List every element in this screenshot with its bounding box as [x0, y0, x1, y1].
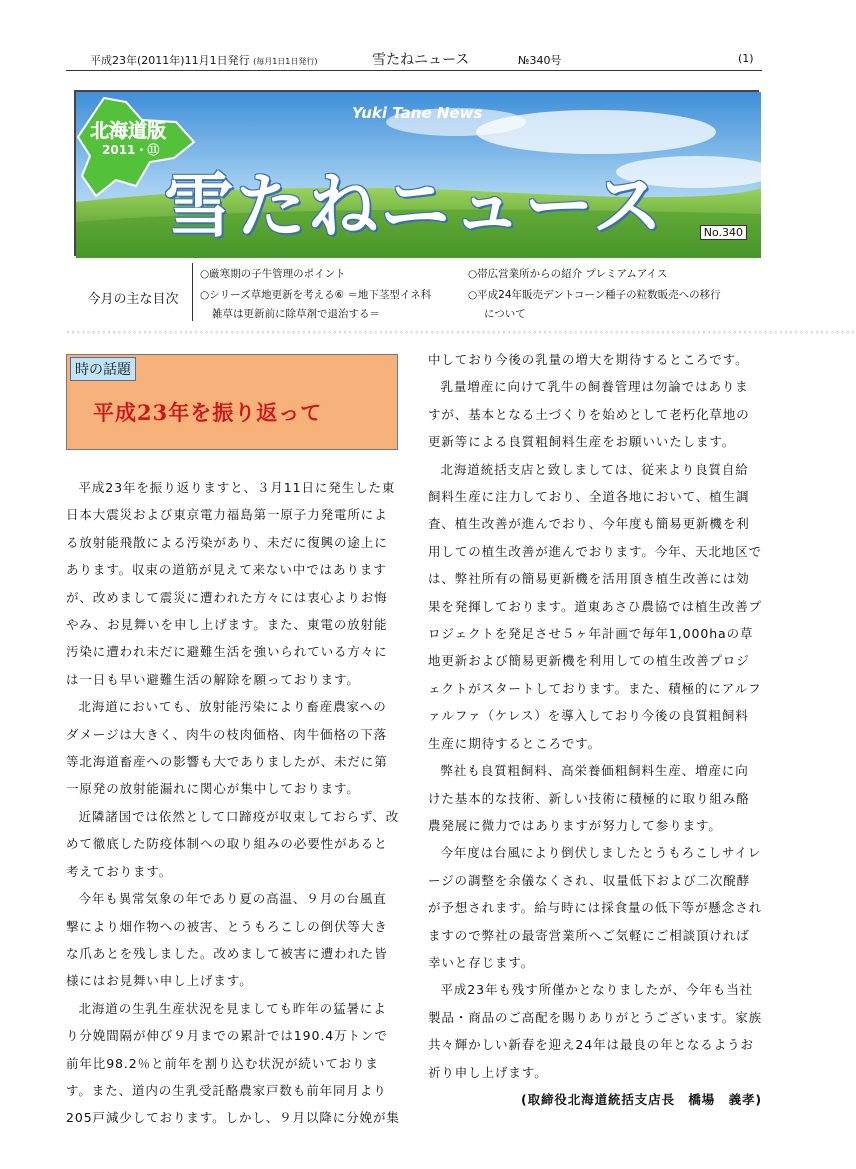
header-title: 雪たねニュース — [372, 52, 470, 68]
issue-date: 平成23年(2011年)11月1日発行 (毎月1日1日発行) — [90, 54, 318, 67]
issue-number: №340号 — [518, 54, 562, 67]
toc-item: ○平成24年販売デントコーン種子の粒数販売への移行 — [468, 289, 721, 301]
article-paragraph: 今年も異常気象の年であり夏の高温、９月の台風直撃により畑作物への被害、とうもろこしの倒伏等大きな爪あとを残しました。改めまして被害に遭われた皆様にはお見舞い申し上げます。 — [66, 891, 388, 989]
masthead-banner — [74, 90, 759, 256]
article-paragraph: 北海道の生乳生産状況を見ましても昨年の猛暑により分娩間隔が伸び９月までの累計では190.4万トンで前年比98.2％と前年を割り込む状況が続いております。また、道内の生乳受託酪農家戸数も前年同月より205戸減少しております。しかし、９月以降に分娩が集 — [66, 1000, 400, 1126]
topic-box — [66, 354, 398, 450]
page-number: (1) — [738, 52, 754, 65]
article-paragraph: 今年度は台風により倒伏しましたとうもろこしサイレージの調整を余儀なくされ、収量低下および二次醗酵が予想されます。給与時には採食量の低下等が懸念されますので弊社の最寄営業所へご気軽にご相談頂ければ幸いと存じます。 — [428, 845, 763, 970]
banner-number-badge: No.340 — [700, 225, 747, 240]
article-column-left — [66, 474, 400, 1132]
article-paragraph: 弊社も良質粗飼料、高栄養価粗飼料生産、増産に向けた基本的な技術、新しい技術に積極的に取り組み酪農発展に微力ではありますが努力して参ります。 — [428, 763, 750, 833]
article-paragraph: 北海道統括支店と致しましては、従来より良質自給飼料生産に注力しており、全道各地において、植生調査、植生改善が進んでおり、今年度も簡易更新機を利用しての植生改善が進んでおります。今年、天北地区では、弊社所有の簡易更新機を活用頂き植生改善には効果を発揮しております。道東あさひ農協では植生改善プロジェクトを発足させ５ヶ年計画で毎年1,000haの草地更新および簡易更新機を利用しての植生改善プロジェクトがスタートしております。また、積極的にアルファルファ（ケレス）を導入しており今後の良質粗飼料生産に期待するところです。 — [428, 461, 763, 751]
issue-date-note: (毎月1日1日発行) — [253, 57, 318, 66]
article-paragraph: 乳量増産に向けて乳牛の飼養管理は勿論ではありますが、基本となる土づくりを始めとして老朽化草地の更新等による良質粗飼料生産をお願いいたします。 — [428, 379, 750, 450]
toc-label: 今月の主な目次 — [87, 292, 179, 307]
article-title: 平成23年を振り返って — [93, 400, 323, 425]
article-paragraph: 平成23年を振り返りますと、３月11日に発生した東日本大震災および東京電力福島第一原子力発電所による放射能飛散による汚染があり、未だに復興の途上にあります。収束の道筋が見えて来ない中ではありますが、改めまして震災に遭われた方々には衷心よりお悔やみ、お見舞いを申し上げます。また、東電の放射能汚染に遭われ未だに避難生活を強いられている方々には一日も早い避難生活の解除を願っております。 — [66, 480, 396, 687]
article-paragraph: 北海道においても、放射能汚染により畜産農家へのダメージは大きく、肉牛の枝肉価格、肉牛価格の下落等北海道畜産への影響も大でありましたが、未だに第一原発の放射能漏れに関心が集中しております。 — [66, 699, 388, 797]
toc-item: について — [484, 308, 526, 320]
banner-english-title: Yuki Tane News — [352, 104, 483, 122]
dotted-divider: ◦◦◦◦◦◦◦◦◦◦◦◦◦◦◦◦◦◦◦◦◦◦◦◦◦◦◦◦◦◦◦◦◦◦◦◦◦◦◦◦◦◦◦◦◦◦◦◦◦◦◦◦◦◦◦◦◦◦◦◦◦◦◦◦◦◦◦◦◦◦◦◦◦◦◦◦◦◦◦◦◦◦◦◦◦◦◦◦◦◦◦◦◦◦◦◦◦◦◦◦◦◦◦◦◦◦◦◦◦◦◦◦◦◦◦◦◦◦◦◦◦◦◦◦◦◦◦◦◦◦◦◦◦◦◦◦◦◦◦◦◦◦◦◦◦◦◦◦◦◦◦◦◦◦ — [66, 329, 856, 337]
article-paragraph: 中しており今後の乳量の増大を期待するところです。 — [428, 352, 749, 367]
toc-item: ○厳寒期の子牛管理のポイント — [200, 268, 346, 280]
article-signature: (取締役北海道統括支店長 橋場 義孝) — [520, 1091, 762, 1107]
article-column-right — [428, 346, 762, 1113]
topic-label: 時の話題 — [70, 357, 136, 381]
banner-date: 2011・⑪ — [102, 143, 160, 157]
banner-title: 雪たねニュース — [164, 165, 665, 247]
header-rule — [66, 70, 762, 71]
toc-item: 雑草は更新前に除草剤で退治する＝ — [212, 308, 380, 320]
toc-item: ○帯広営業所からの紹介 プレミアムアイス — [468, 268, 668, 280]
article-paragraph: 平成23年も残す所僅かとなりましたが、今年も当社製品・商品のご高配を賜りありがとうございます。家族共々輝かしい新春を迎え24年は最良の年となるようお祈り申し上げます。 — [428, 982, 763, 1080]
banner-region: 北海道版 — [90, 120, 167, 142]
article-paragraph: 近隣諸国では依然として口蹄疫が収束しておらず、改めて徹底した防疫体制への取り組みの必要性があると考えております。 — [66, 808, 400, 879]
toc-divider — [192, 263, 193, 321]
toc-item: ○シリーズ草地更新を考える⑥ ＝地下茎型イネ科 — [200, 289, 432, 301]
